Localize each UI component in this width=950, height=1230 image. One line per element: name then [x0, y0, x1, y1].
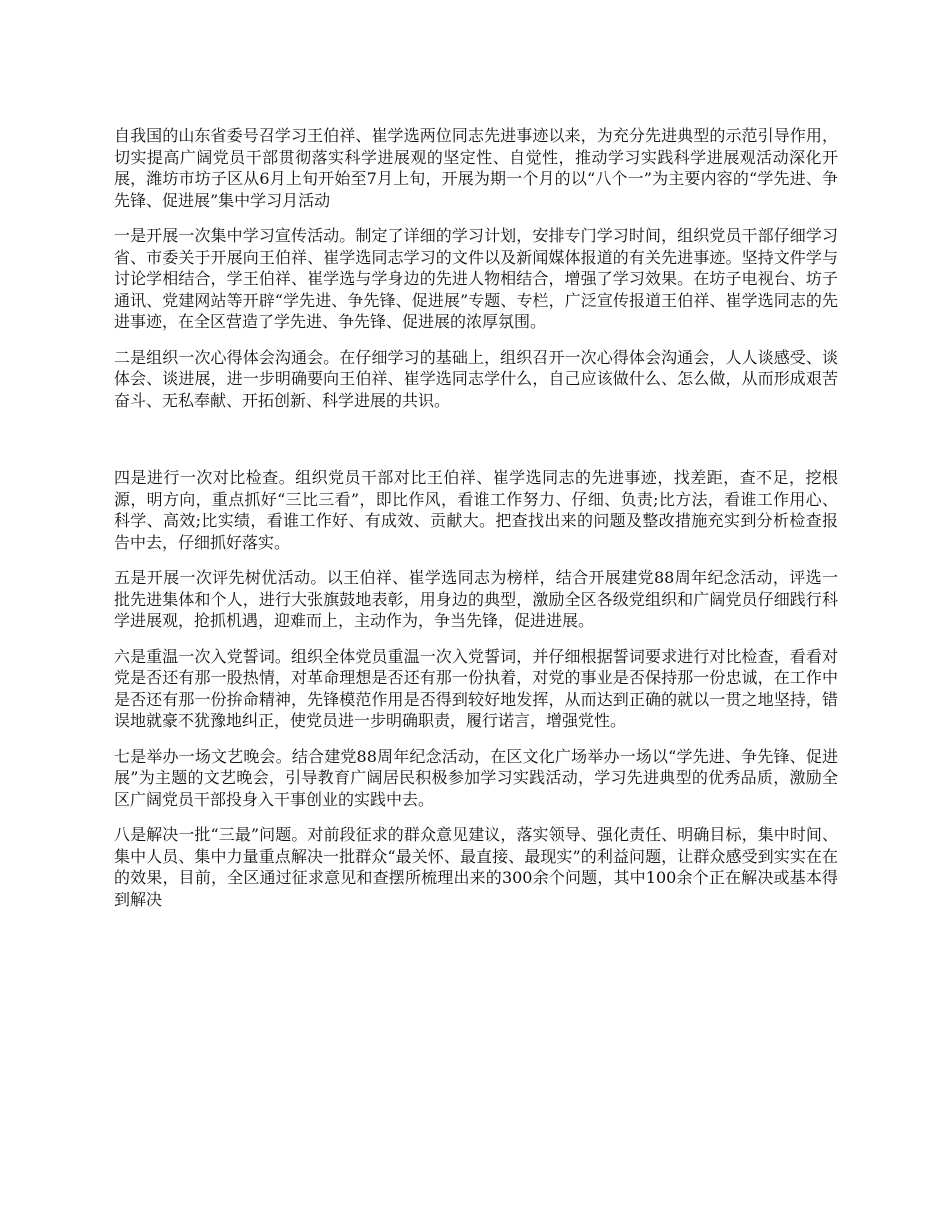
paragraph-item-2: 二是组织一次心得体会沟通会。在仔细学习的基础上，组织召开一次心得体会沟通会，人人谈感受、谈体会、谈进展，进一步明确要向王伯祥、崔学选同志学什么，自己应该做什么、怎么做，从而形成艰苦奋斗、无私奉献、开拓创新、科学进展的共识。 [114, 347, 838, 410]
paragraph-item-4: 四是进行一次对比检查。组织党员干部对比王伯祥、崔学选同志的先进事迹，找差距，查不足，挖根源，明方向，重点抓好“三比三看”，即比作风，看谁工作努力、仔细、负责;比方法，看谁工作用心、科学、高效;比实绩，看谁工作好、有成效、贡献大。把查找出来的问题及整改措施充实到分析检查报告中去，仔细抓好落实。 [114, 468, 838, 552]
paragraph-item-8: 八是解决一批“三最”问题。对前段征求的群众意见建议，落实领导、强化责任、明确目标，集中时间、集中人员、集中力量重点解决一批群众“最关怀、最直接、最现实”的利益问题，让群众感受到实实在在的效果，目前，全区通过征求意见和查摆所梳理出来的300余个问题，其中100余个正在解决或基本得到解决 [114, 825, 838, 909]
document-body [114, 125, 838, 910]
paragraph-item-6: 六是重温一次入党誓词。组织全体党员重温一次入党誓词，并仔细根据誓词要求进行对比检查，看看对党是否还有那一股热情，对革命理想是否还有那一份执着，对党的事业是否保持那一份忠诚，在工作中是否还有那一份拚命精神，先锋模范作用是否得到较好地发挥，从而达到正确的就以一贯之地坚持，错误地就豪不犹豫地纠正，使党员进一步明确职责，履行诺言，增强党性。 [114, 646, 838, 730]
paragraph-item-1: 一是开展一次集中学习宣传活动。制定了详细的学习计划，安排专门学习时间，组织党员干部仔细学习省、市委关于开展向王伯祥、崔学选同志学习的文件以及新闻媒体报道的有关先进事迹。坚持文件学与讨论学相结合，学王伯祥、崔学选与学身边的先进人物相结合，增强了学习效果。在坊子电视台、坊子通讯、党建网站等开辟“学先进、争先锋、促进展”专题、专栏，广泛宣传报道王伯祥、崔学选同志的先进事迹，在全区营造了学先进、争先锋、促进展的浓厚氛围。 [114, 226, 838, 331]
paragraph-item-5: 五是开展一次评先树优活动。以王伯祥、崔学选同志为榜样，结合开展建党88周年纪念活动，评选一批先进集体和个人，进行大张旗鼓地表彰，用身边的典型，激励全区各级党组织和广阔党员仔细践行科学进展观，抢抓机遇，迎难而上，主动作为，争当先锋，促进进展。 [114, 568, 838, 630]
paragraph-intro: 自我国的山东省委号召学习王伯祥、崔学选两位同志先进事迹以来，为充分先进典型的示范引导作用，切实提高广阔党员干部贯彻落实科学进展观的坚定性、自觉性，推动学习实践科学进展观活动深化开展，潍坊市坊子区从6月上旬开始至7月上旬，开展为期一个月的以“八个一”为主要内容的“学先进、争先锋、促进展”集中学习月活动 [114, 126, 838, 210]
paragraph-item-7: 七是举办一场文艺晚会。结合建党88周年纪念活动，在区文化广场举办一场以“学先进、争先锋、促进展”为主题的文艺晚会，引导教育广阔居民积极参加学习实践活动，学习先进典型的优秀品质，激励全区广阔党员干部投身入干事创业的实践中去。 [114, 746, 838, 809]
